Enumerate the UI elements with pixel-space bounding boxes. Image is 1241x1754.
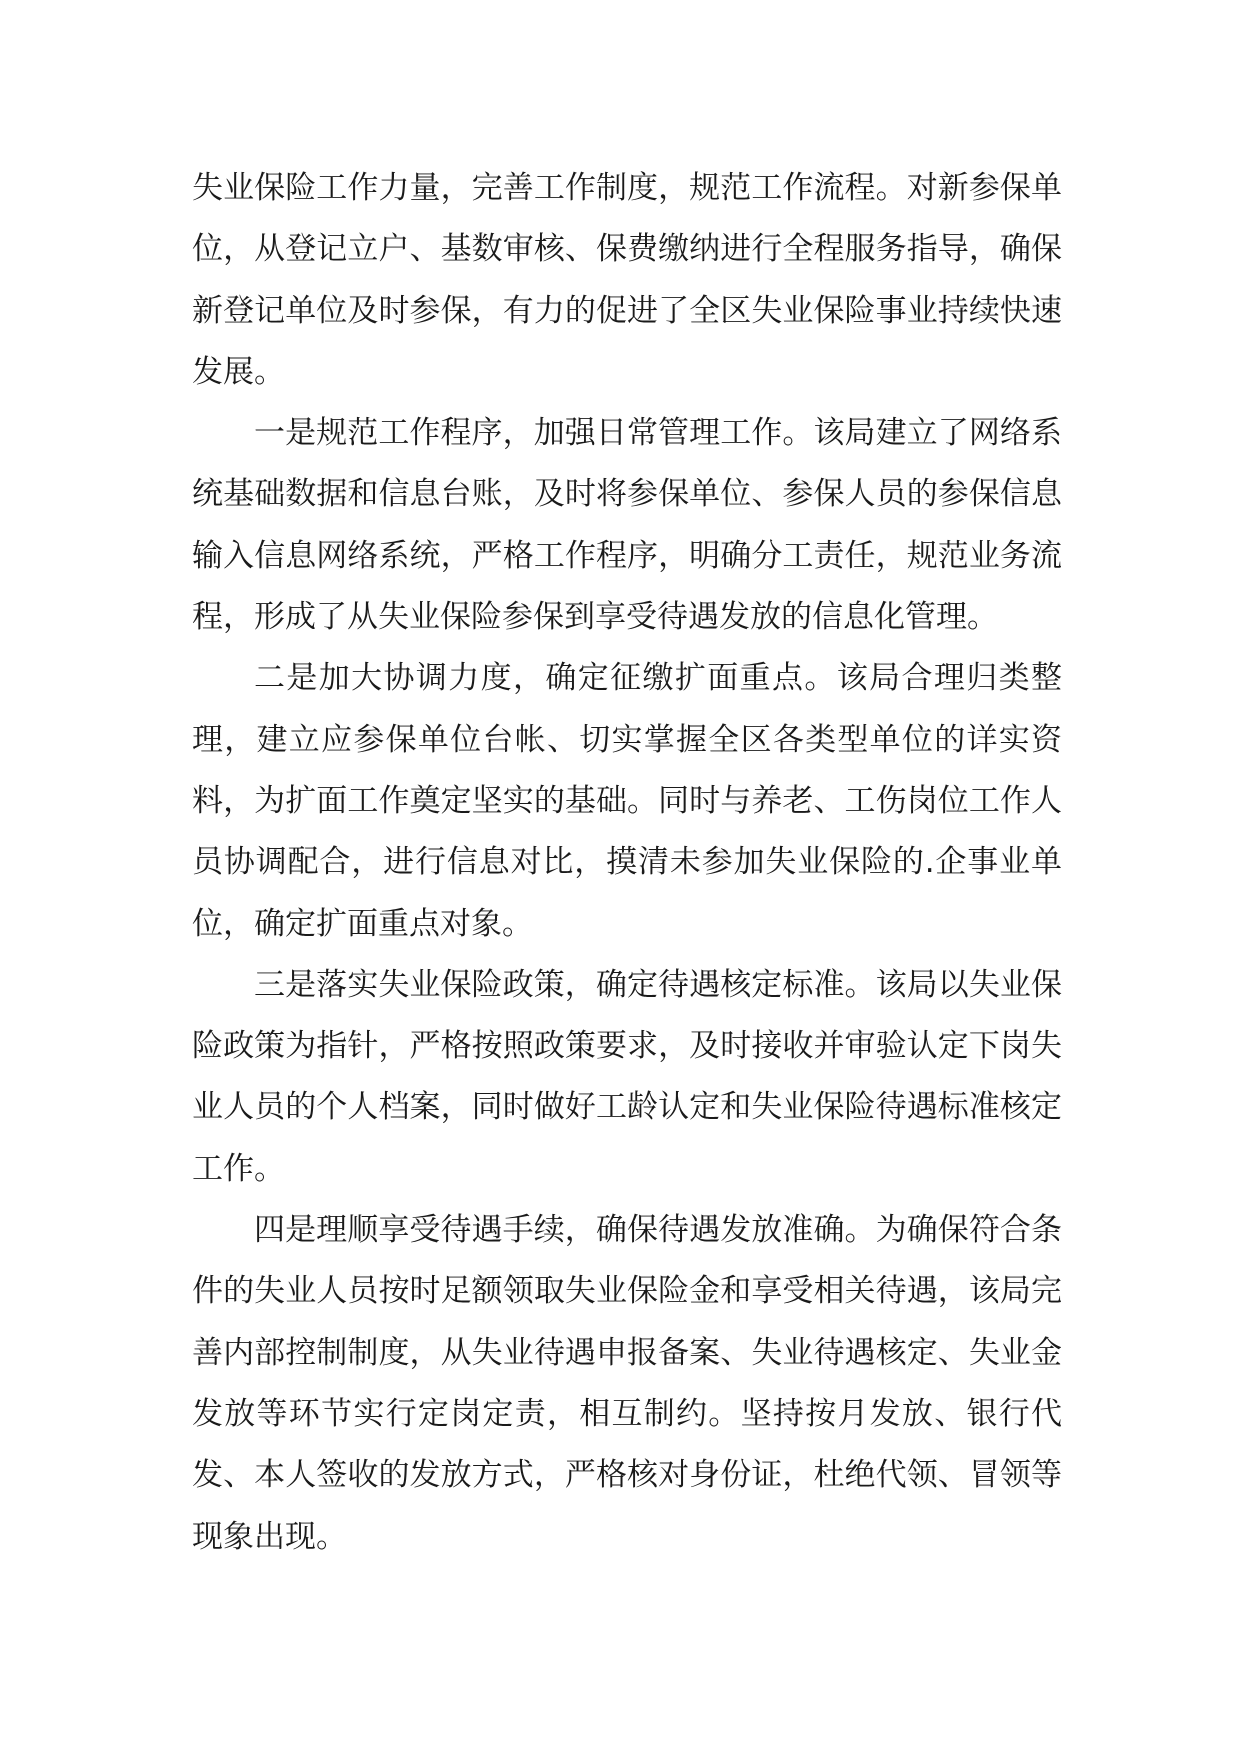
document-body bbox=[192, 158, 1062, 1568]
paragraph-point-one: 一是规范工作程序，加强日常管理工作。该局建立了网络系统基础数据和信息台账，及时将参保单位、参保人员的参保信息输入信息网络系统，严格工作程序，明确分工责任，规范业务流程，形成了从失业保险参保到享受待遇发放的信息化管理。 bbox=[192, 415, 1062, 636]
paragraph-intro-continuation: 失业保险工作力量，完善工作制度，规范工作流程。对新参保单位，从登记立户、基数审核、保费缴纳进行全程服务指导，确保新登记单位及时参保，有力的促进了全区失业保险事业持续快速发展。 bbox=[192, 170, 1062, 390]
paragraph-point-three: 三是落实失业保险政策，确定待遇核定标准。该局以失业保险政策为指针，严格按照政策要求，及时接收并审验认定下岗失业人员的个人档案，同时做好工龄认定和失业保险待遇标准核定工作。 bbox=[192, 966, 1062, 1187]
paragraph-point-two: 二是加大协调力度，确定征缴扩面重点。该局合理归类整理，建立应参保单位台帐、切实掌握全区各类型单位的详实资料，为扩面工作奠定坚实的基础。同时与养老、工伤岗位工作人员协调配合，进行信息对比，摸清未参加失业保险的.企事业单位，确定扩面重点对象。 bbox=[192, 660, 1062, 942]
paragraph-point-four: 四是理顺享受待遇手续，确保待遇发放准确。为确保符合条件的失业人员按时足额领取失业保险金和享受相关待遇，该局完善内部控制制度，从失业待遇申报备案、失业待遇核定、失业金发放等环节实行定岗定责，相互制约。坚持按月发放、银行代发、本人签收的发放方式，严格核对身份证，杜绝代领、冒领等现象出现。 bbox=[192, 1212, 1062, 1555]
